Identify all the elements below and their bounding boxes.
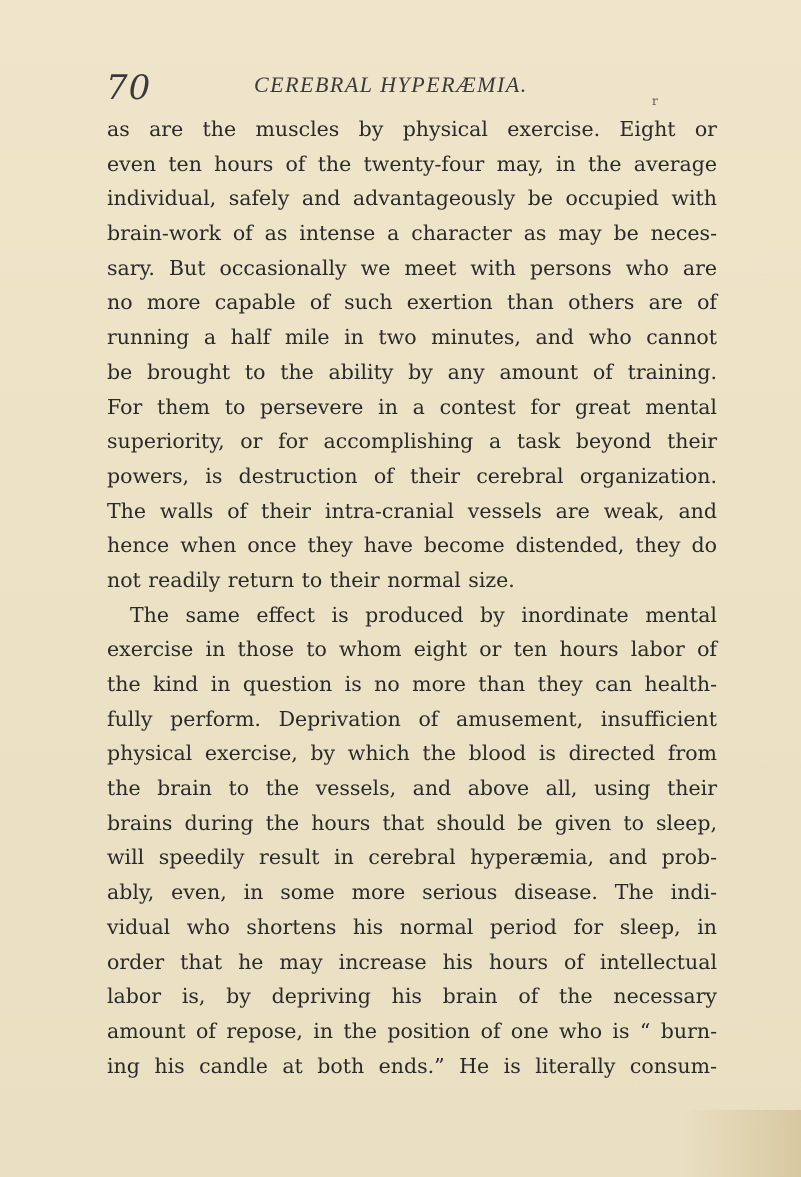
running-head: CEREBRAL HYPERÆMIA.: [254, 72, 528, 97]
text-line: running a half mile in two minutes, and who cannot: [107, 325, 717, 350]
text-line: even ten hours of the twenty-four may, in the average: [107, 151, 717, 176]
text-line: physical exercise, by which the blood is directed from: [107, 741, 717, 766]
stray-mark: r: [652, 94, 658, 108]
text-line: the kind in question is no more than they can health-: [107, 672, 717, 696]
paragraph-start-line: The same effect is produced by inordinate mental: [130, 602, 717, 627]
text-line: as are the muscles by physical exercise. Eight or: [107, 117, 717, 141]
page-edge-shadow: [681, 1110, 801, 1177]
text-line: will speedily result in cerebral hyperæmia, and prob-: [107, 845, 717, 870]
text-line: amount of repose, in the position of one who is “ burn-: [107, 1018, 717, 1043]
text-line: powers, is destruction of their cerebral organization.: [107, 463, 717, 488]
text-line: superiority, or for accomplishing a task beyond their: [107, 429, 717, 454]
body-text: [107, 112, 717, 1083]
text-line: order that he may increase his hours of intellectual: [107, 949, 717, 974]
text-line: the brain to the vessels, and above all, using their: [107, 776, 717, 801]
text-line: sary. But occasionally we meet with persons who are: [107, 255, 717, 280]
text-line: brain-work of as intense a character as may be neces-: [107, 221, 717, 246]
text-line: ably, even, in some more serious disease. The indi-: [107, 880, 717, 905]
text-line: hence when once they have become distended, they do: [107, 533, 717, 558]
text-line: no more capable of such exertion than others are of: [107, 290, 717, 315]
page-number: 70: [106, 68, 152, 108]
text-line: brains during the hours that should be given to sleep,: [107, 810, 717, 835]
text-line: ing his candle at both ends.” He is literally consum-: [107, 1053, 717, 1078]
text-line: vidual who shortens his normal period for sleep, in: [107, 914, 717, 939]
paragraph-end-line: not readily return to their normal size.: [107, 567, 515, 592]
text-line: For them to persevere in a contest for great mental: [107, 394, 717, 419]
text-line: individual, safely and advantageously be occupied with: [107, 186, 717, 211]
text-line: fully perform. Deprivation of amusement, insufficient: [107, 706, 717, 731]
text-line: exercise in those to whom eight or ten hours labor of: [107, 637, 717, 662]
page-header: [0, 66, 801, 106]
text-line: The walls of their intra-cranial vessels are weak, and: [107, 498, 717, 523]
text-line: labor is, by depriving his brain of the necessary: [107, 984, 717, 1009]
text-line: be brought to the ability by any amount of training.: [107, 359, 717, 384]
